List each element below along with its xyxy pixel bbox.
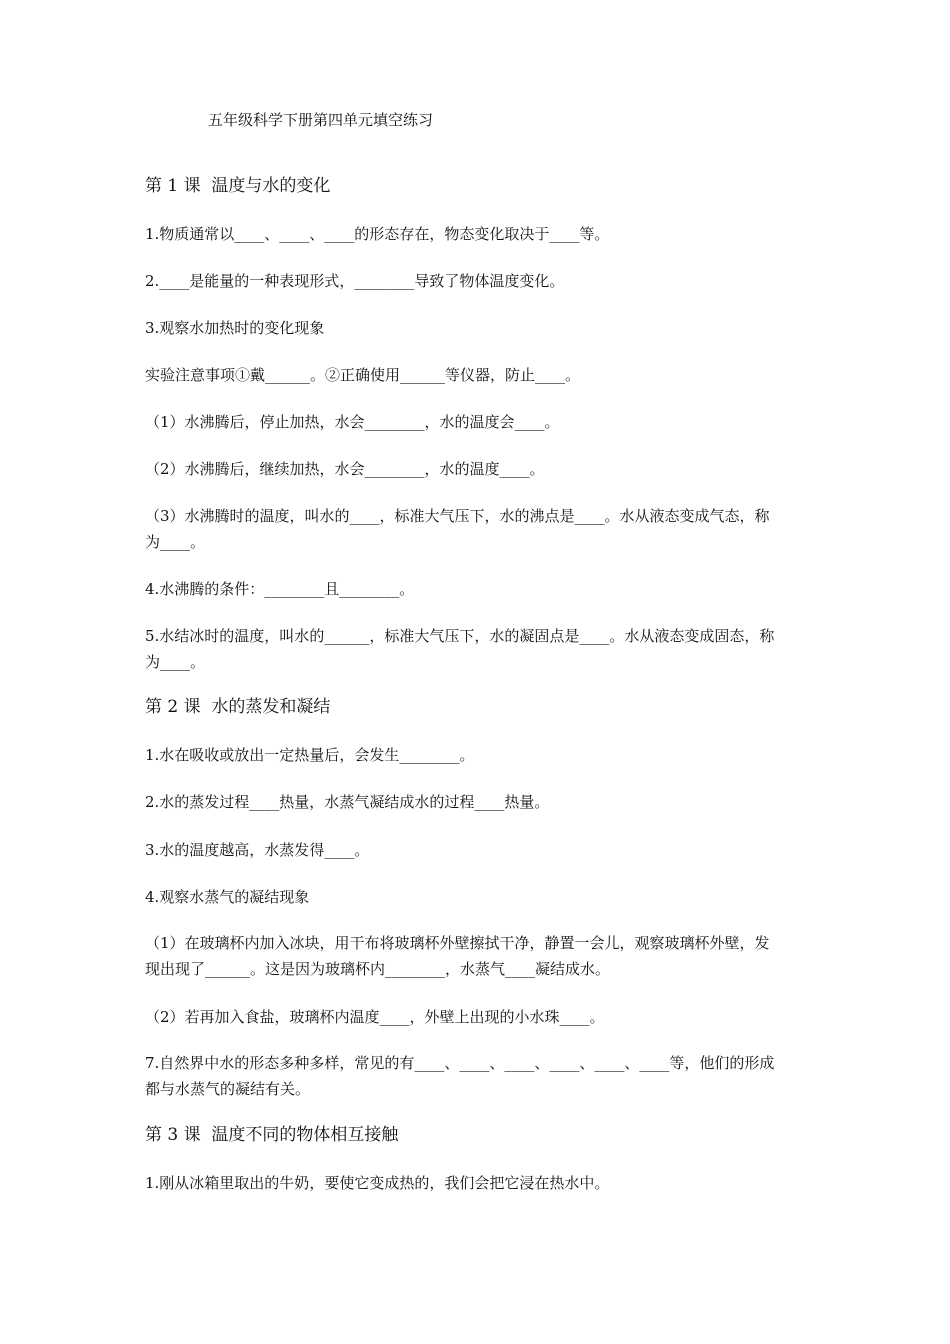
lesson-1-item: 2.____是能量的一种表现形式，________导致了物体温度变化。 <box>145 272 565 290</box>
lesson-2-item: 2.水的蒸发过程____热量，水蒸气凝结成水的过程____热量。 <box>145 793 550 811</box>
document-title: 五年级科学下册第四单元填空练习 <box>208 111 434 129</box>
lesson-1-item: （2）水沸腾后，继续加热，水会________，水的温度____。 <box>145 460 545 478</box>
lesson-2-item: 3.水的温度越高，水蒸发得____。 <box>145 841 370 859</box>
lesson-2-item: （2）若再加入食盐，玻璃杯内温度____，外壁上出现的小水珠____。 <box>145 1008 605 1026</box>
lesson-1-item: 4.水沸腾的条件：________且________。 <box>145 580 415 598</box>
lesson-1-heading: 第 1 课 温度与水的变化 <box>145 176 331 196</box>
lesson-1-item: 5.水结冰时的温度，叫水的______，标准大气压下，水的凝固点是____。水从液态变成固态，称 <box>145 627 775 645</box>
lesson-1-item: 实验注意事项①戴______。②正确使用______等仪器，防止____。 <box>145 366 581 384</box>
lesson-1-item-continued: 为____。 <box>145 653 206 671</box>
lesson-2-item: 1.水在吸收或放出一定热量后，会发生________。 <box>145 746 475 764</box>
lesson-1-item-continued: 为____。 <box>145 533 206 551</box>
lesson-3-heading: 第 3 课 温度不同的物体相互接触 <box>145 1125 399 1145</box>
lesson-2-heading: 第 2 课 水的蒸发和凝结 <box>145 697 331 717</box>
lesson-1-item: （1）水沸腾后，停止加热，水会________，水的温度会____。 <box>145 413 560 431</box>
lesson-1-item: 3.观察水加热时的变化现象 <box>145 319 325 337</box>
lesson-1-item: （3）水沸腾时的温度，叫水的____，标准大气压下，水的沸点是____。水从液态变成气态，称 <box>145 507 770 525</box>
lesson-2-item: 7.自然界中水的形态多种多样，常见的有____、____、____、____、____、____等，他们的形成 <box>145 1054 775 1072</box>
lesson-2-item: 4.观察水蒸气的凝结现象 <box>145 888 310 906</box>
lesson-2-item-continued: 都与水蒸气的凝结有关。 <box>145 1080 311 1098</box>
lesson-1-item: 1.物质通常以____、____、____的形态存在，物态变化取决于____等。 <box>145 225 610 243</box>
lesson-2-item-continued: 现出现了______。这是因为玻璃杯内________，水蒸气____凝结成水。 <box>145 960 611 978</box>
lesson-2-item: （1）在玻璃杯内加入冰块，用干布将玻璃杯外壁擦拭干净，静置一会儿，观察玻璃杯外壁，发 <box>145 934 770 952</box>
lesson-3-item: 1.刚从冰箱里取出的牛奶，要使它变成热的，我们会把它浸在热水中。 <box>145 1174 610 1192</box>
